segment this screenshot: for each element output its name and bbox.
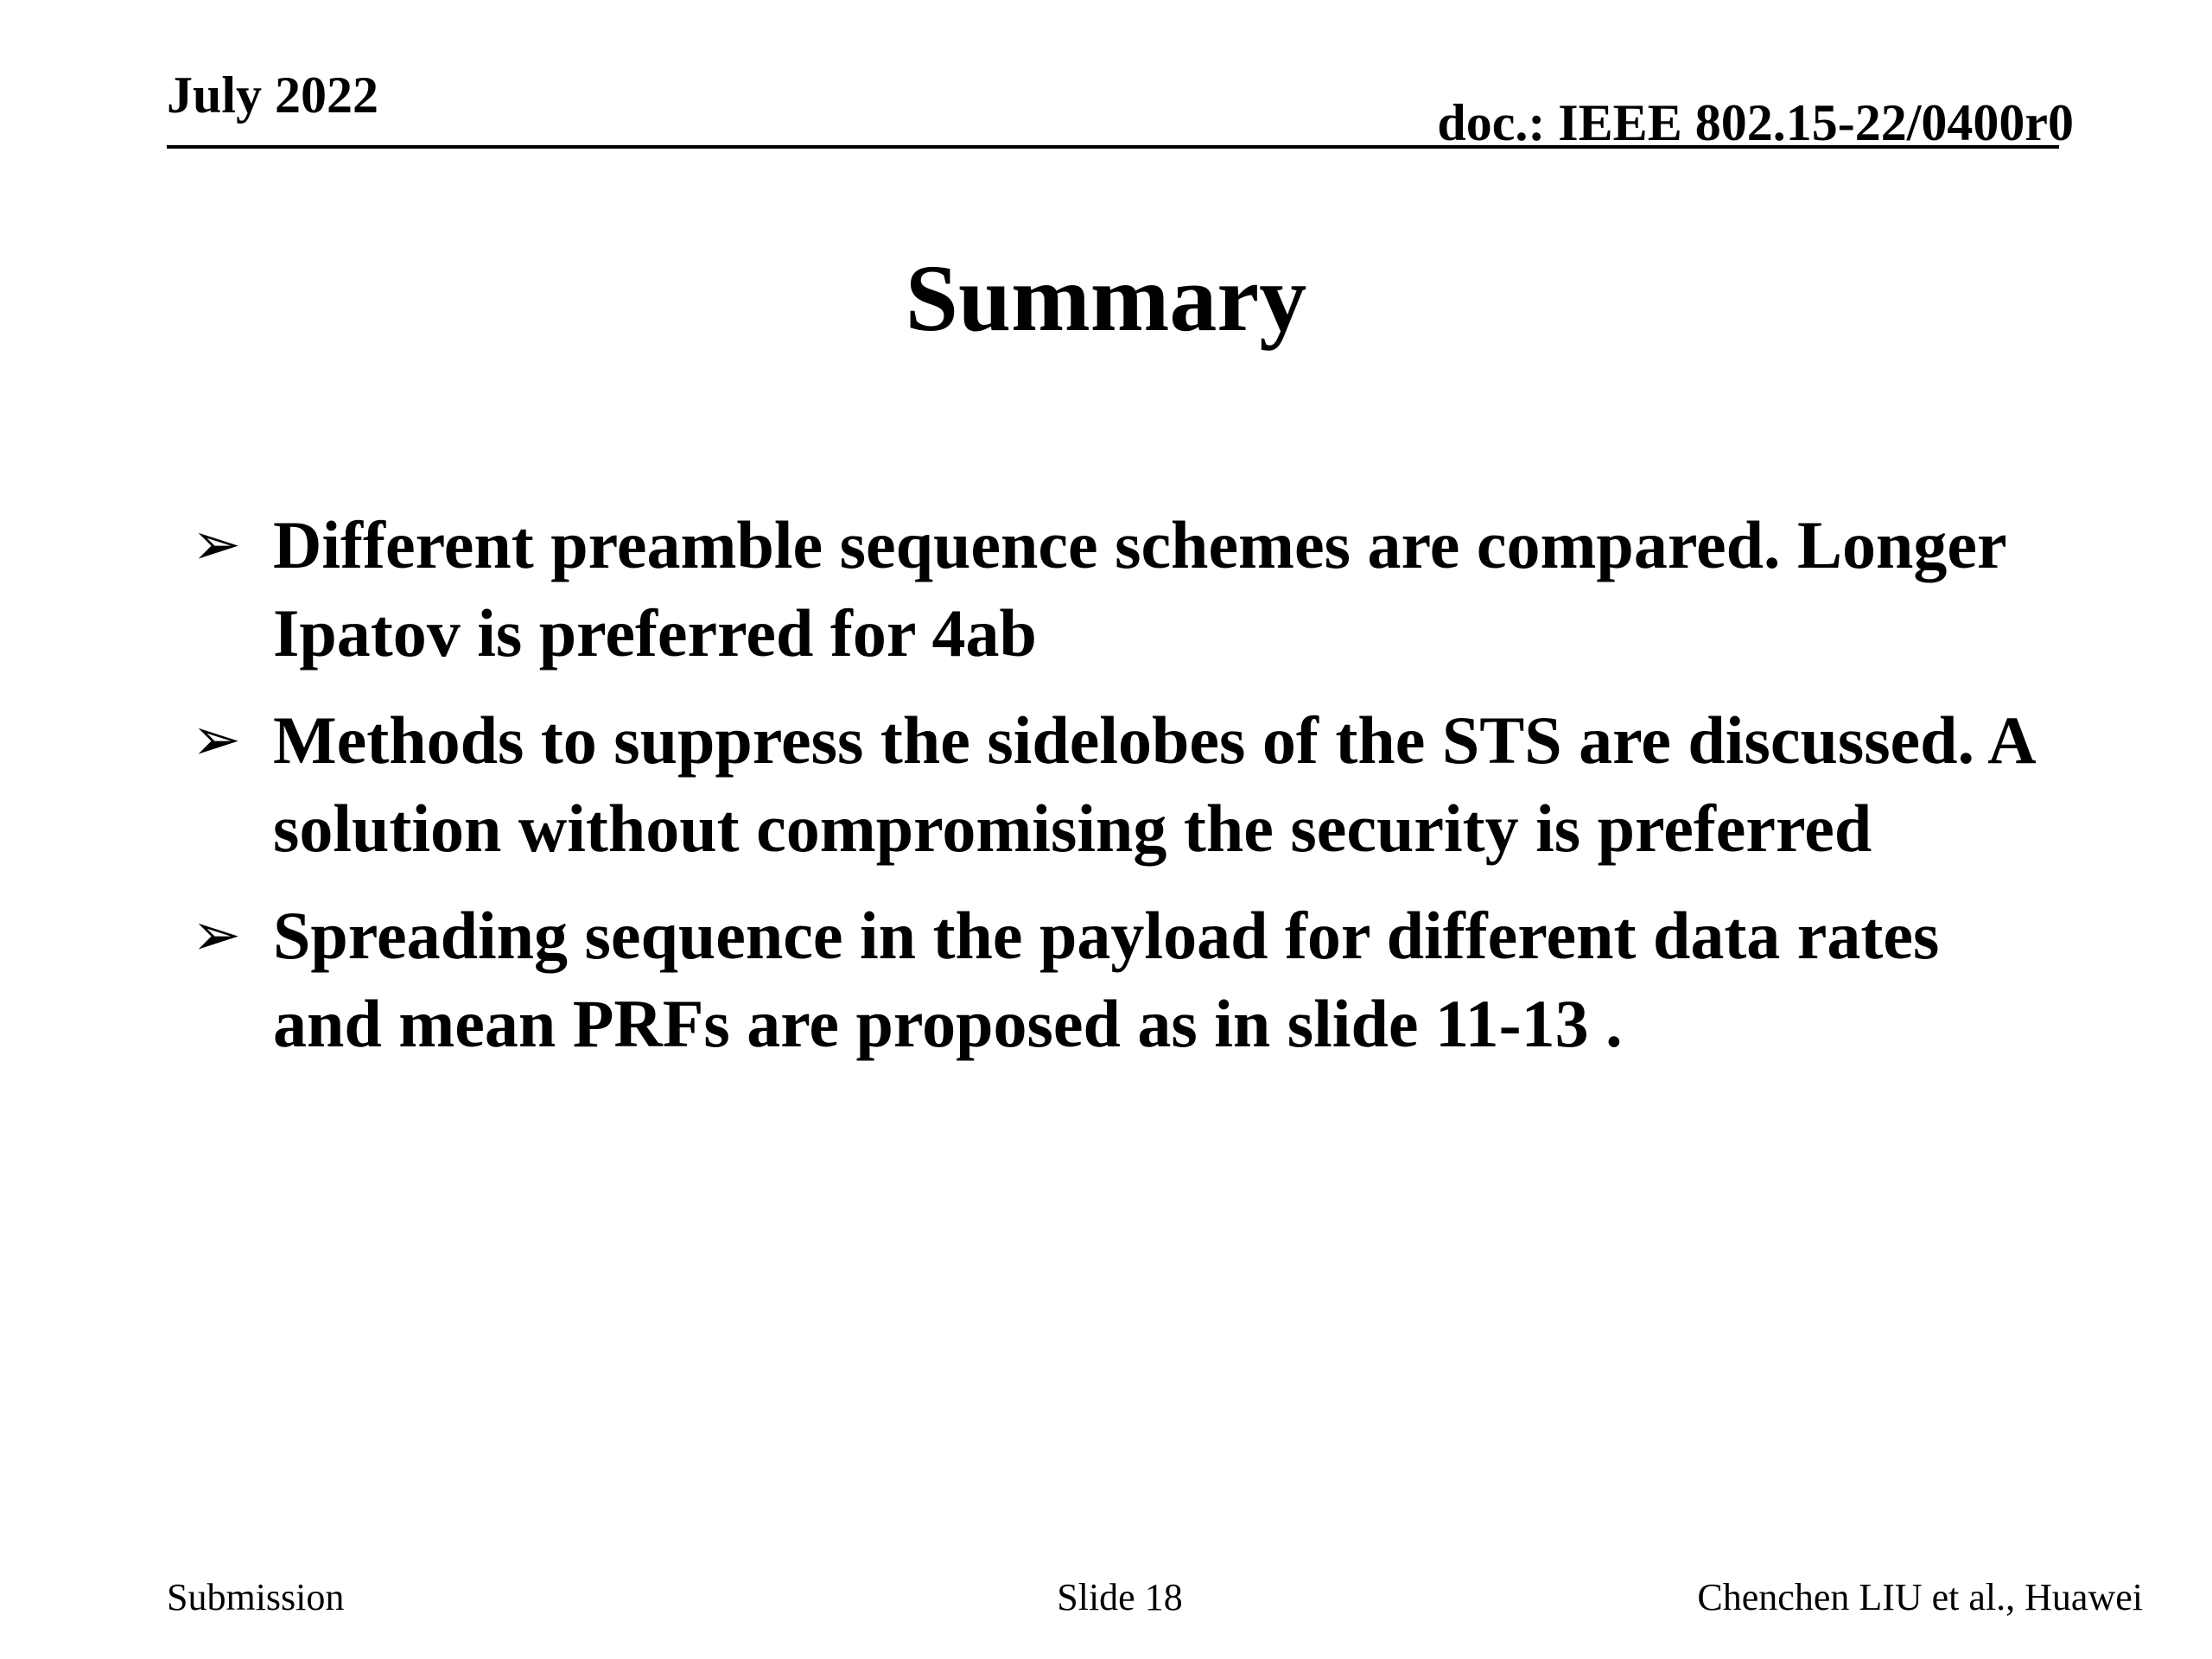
arrow-bullet-icon: ➢: [192, 901, 241, 969]
bullet-text: Methods to suppress the sidelobes of the STS are discussed. A solution without compromising the security is preferred: [273, 702, 2033, 866]
arrow-bullet-icon: ➢: [192, 511, 241, 579]
bullet-item: [192, 501, 2050, 677]
bullet-item: [192, 696, 2050, 873]
footer-submission: Submission: [167, 1576, 345, 1618]
header-divider: [167, 145, 2059, 149]
footer-slide-number: Slide 18: [1057, 1576, 1183, 1618]
bullet-list: [192, 501, 2050, 1087]
bullet-text: Different preamble sequence schemes are compared. Longer Ipatov is preferred for 4ab: [273, 507, 2006, 671]
footer-author: Chenchen LIU et al., Huawei: [1697, 1576, 2143, 1618]
bullet-item: [192, 892, 2050, 1068]
header-doc-id: doc.: IEEE 802.15-22/0400r0: [1437, 94, 2074, 151]
header-date: July 2022: [167, 67, 379, 124]
arrow-bullet-icon: ➢: [192, 706, 241, 774]
bullet-text: Spreading sequence in the payload for different data rates and mean PRFs are proposed as in slide 11-13 .: [273, 898, 1940, 1061]
slide-title: Summary: [905, 245, 1307, 351]
